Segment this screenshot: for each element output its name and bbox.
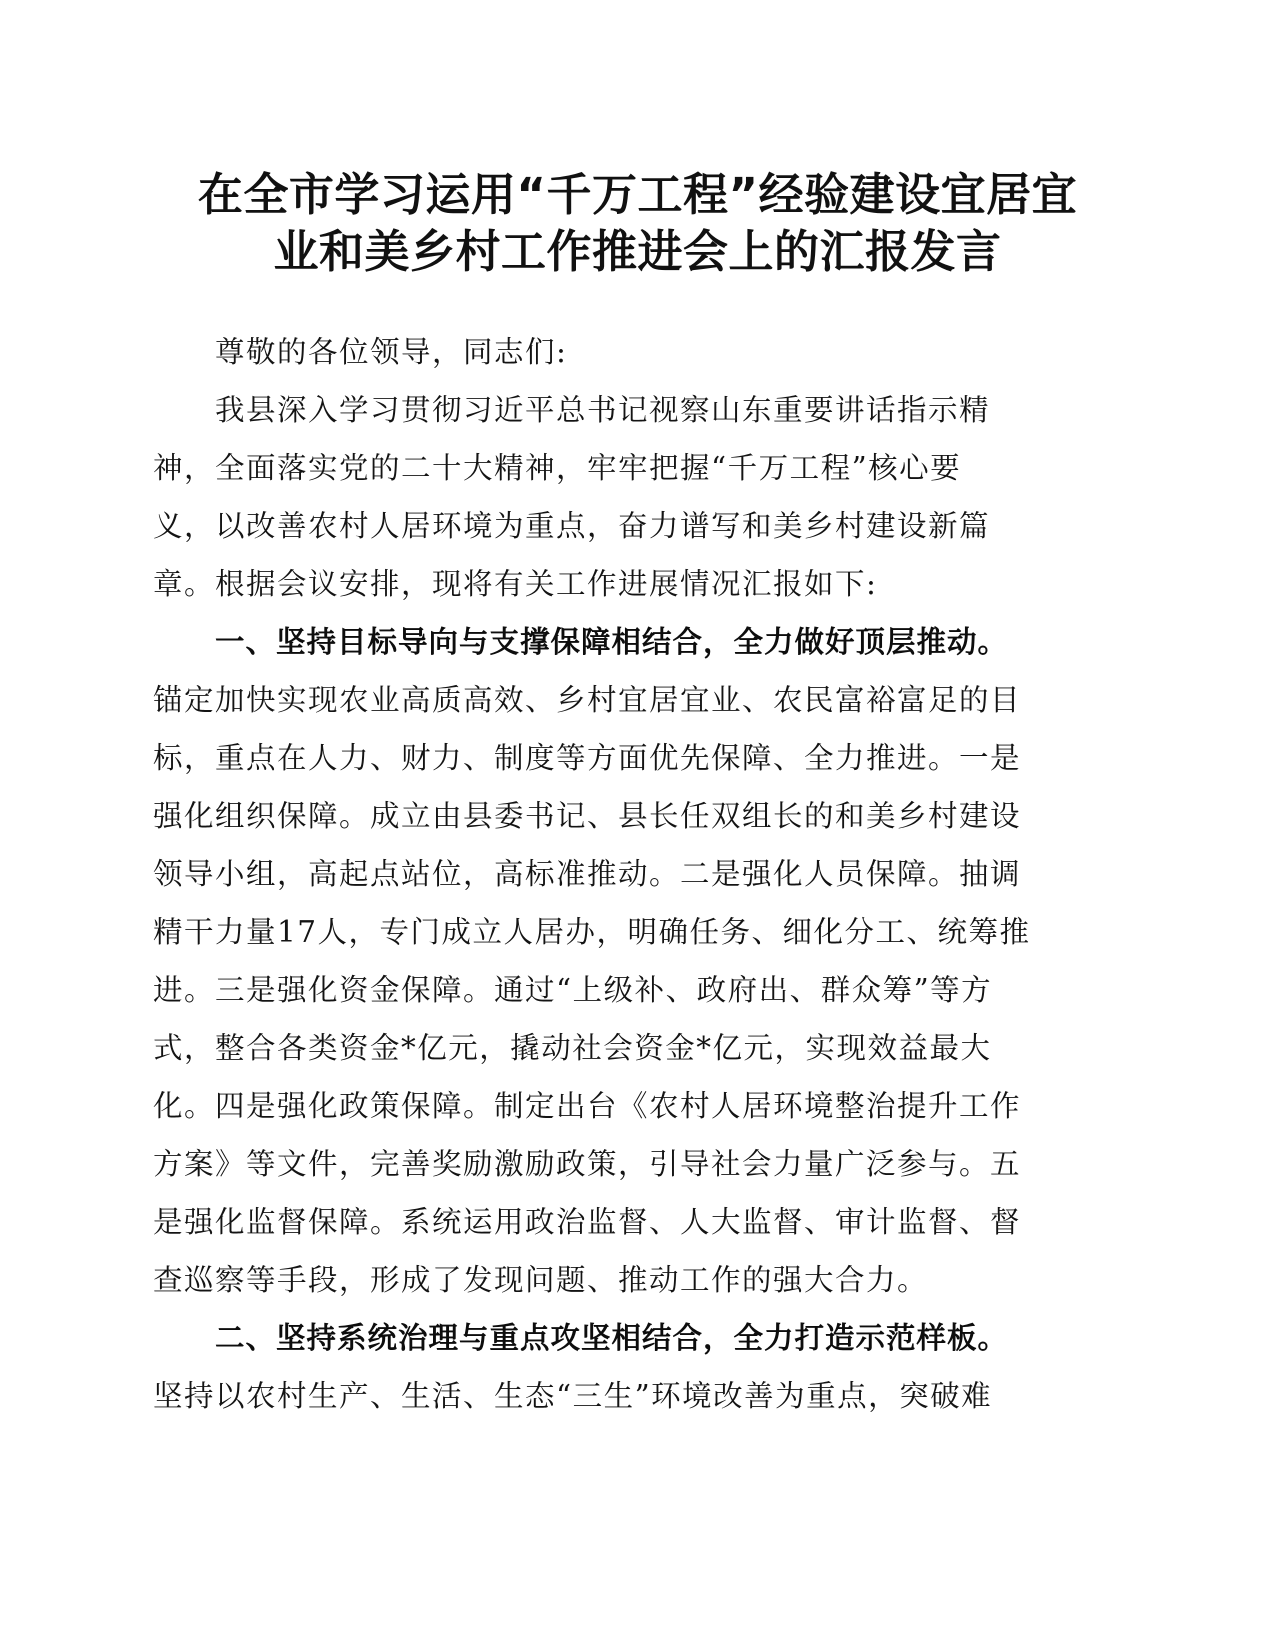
body-line: 进。三是强化资金保障。通过“上级补、政府出、群众筹”等方 <box>153 973 993 1007</box>
title-line-2: 业和美乡村工作推进会上的汇报发言 <box>273 225 1002 278</box>
document-body <box>153 323 1073 1425</box>
body-line: 强化组织保障。成立由县委书记、县长任双组长的和美乡村建设 <box>153 799 1022 833</box>
body-line: 我县深入学习贯彻习近平总书记视察山东重要讲话指示精 <box>215 393 991 427</box>
body-line: 坚持以农村生产、生活、生态“三生”环境改善为重点，突破难 <box>153 1379 993 1413</box>
body-line: 是强化监督保障。系统运用政治监督、人大监督、审计监督、督 <box>153 1205 1022 1239</box>
section-heading-2: 二、坚持系统治理与重点攻坚相结合，全力打造示范样板。 <box>215 1321 1009 1355</box>
body-line: 方案》等文件，完善奖励激励政策，引导社会力量广泛参与。五 <box>153 1147 1022 1181</box>
title-line-1: 在全市学习运用“千万工程”经验建设宜居宜 <box>197 168 1078 221</box>
body-line: 查巡察等手段，形成了发现问题、推动工作的强大合力。 <box>153 1263 929 1297</box>
body-line: 锚定加快实现农业高质高效、乡村宜居宜业、农民富裕富足的目 <box>153 683 1022 717</box>
body-line: 领导小组，高起点站位，高标准推动。二是强化人员保障。抽调 <box>153 857 1022 891</box>
section-heading-1: 一、坚持目标导向与支撑保障相结合，全力做好顶层推动。 <box>215 625 1009 659</box>
body-line: 式，整合各类资金*亿元，撬动社会资金*亿元，实现效益最大 <box>153 1031 992 1065</box>
body-line: 精干力量17人，专门成立人居办，明确任务、细化分工、统筹推 <box>153 915 1031 949</box>
document-title <box>150 166 1125 280</box>
salutation: 尊敬的各位领导，同志们: <box>215 335 568 369</box>
body-line: 化。四是强化政策保障。制定出台《农村人居环境整治提升工作 <box>153 1089 1022 1123</box>
body-line: 义，以改善农村人居环境为重点，奋力谱写和美乡村建设新篇 <box>153 509 991 543</box>
body-line: 神，全面落实党的二十大精神，牢牢把握“千万工程”核心要 <box>153 451 962 485</box>
body-line: 标，重点在人力、财力、制度等方面优先保障、全力推进。一是 <box>153 741 1022 775</box>
body-line: 章。根据会议安排，现将有关工作进展情况汇报如下: <box>153 567 878 601</box>
